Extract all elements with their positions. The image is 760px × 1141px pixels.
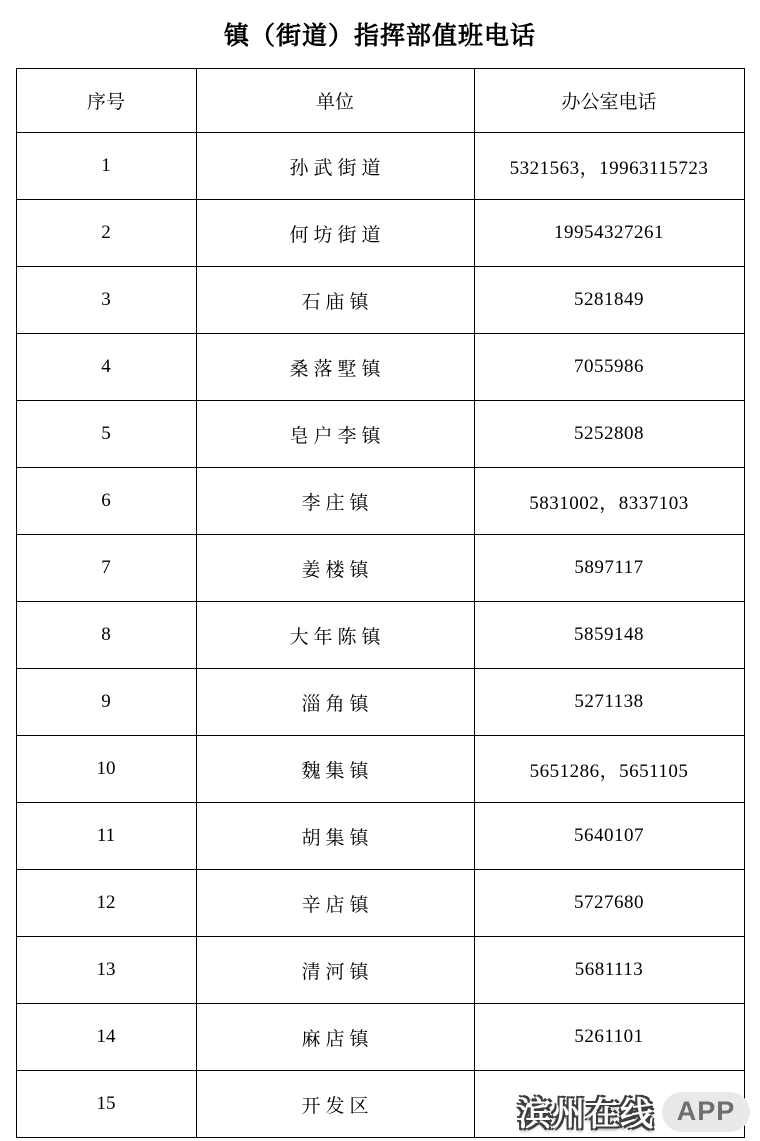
table-row (16, 803, 744, 870)
cell-index: 11 (16, 803, 196, 870)
cell-phone: 5271138 (474, 669, 744, 736)
cell-phone: 5252808 (474, 401, 744, 468)
cell-unit: 皂户李镇 (196, 401, 474, 468)
cell-unit: 辛店镇 (196, 870, 474, 937)
cell-phone: 5727680 (474, 870, 744, 937)
cell-unit: 开发区 (196, 1071, 474, 1138)
column-header-index: 序号 (16, 69, 196, 133)
table-row (16, 267, 744, 334)
cell-phone: 7055986 (474, 334, 744, 401)
table-row (16, 669, 744, 736)
cell-index: 1 (16, 133, 196, 200)
cell-index: 10 (16, 736, 196, 803)
cell-index: 9 (16, 669, 196, 736)
cell-unit: 何坊街道 (196, 200, 474, 267)
cell-unit: 魏集镇 (196, 736, 474, 803)
cell-phone: 5640107 (474, 803, 744, 870)
cell-index: 14 (16, 1004, 196, 1071)
cell-index: 12 (16, 870, 196, 937)
cell-unit: 淄角镇 (196, 669, 474, 736)
cell-index: 3 (16, 267, 196, 334)
cell-index: 6 (16, 468, 196, 535)
cell-index: 7 (16, 535, 196, 602)
watermark (518, 1088, 750, 1135)
cell-index: 5 (16, 401, 196, 468)
cell-index: 4 (16, 334, 196, 401)
cell-phone: 5281849 (474, 267, 744, 334)
cell-index: 13 (16, 937, 196, 1004)
cell-unit: 李庄镇 (196, 468, 474, 535)
duty-phone-table (16, 68, 745, 1138)
watermark-text: 滨州在线 (518, 1095, 654, 1132)
table-row (16, 401, 744, 468)
table-header-row (16, 69, 744, 133)
column-header-phone: 办公室电话 (474, 69, 744, 133)
cell-phone: 19954327261 (474, 200, 744, 267)
cell-phone: 5321563，19963115723 (474, 133, 744, 200)
table-row (16, 602, 744, 669)
table-row (16, 133, 744, 200)
cell-unit: 大年陈镇 (196, 602, 474, 669)
table-row (16, 870, 744, 937)
cell-unit: 麻店镇 (196, 1004, 474, 1071)
table-row (16, 736, 744, 803)
cell-unit: 清河镇 (196, 937, 474, 1004)
table-row (16, 200, 744, 267)
table-header (16, 69, 744, 133)
table-row (16, 1004, 744, 1071)
cell-unit: 姜楼镇 (196, 535, 474, 602)
table-row (16, 937, 744, 1004)
cell-phone: 5831002，8337103 (474, 468, 744, 535)
cell-unit: 桑落墅镇 (196, 334, 474, 401)
cell-unit: 石庙镇 (196, 267, 474, 334)
page-title: 镇（街道）指挥部值班电话 (223, 23, 536, 50)
cell-index: 8 (16, 602, 196, 669)
table-row (16, 535, 744, 602)
cell-phone: 5261101 (474, 1004, 744, 1071)
cell-phone: 5651286，5651105 (474, 736, 744, 803)
cell-phone: 5681113 (474, 937, 744, 1004)
cell-phone: 5897117 (474, 535, 744, 602)
cell-index: 2 (16, 200, 196, 267)
cell-index: 15 (16, 1071, 196, 1138)
cell-phone: 5859148 (474, 602, 744, 669)
watermark-app-badge: APP (662, 1092, 750, 1132)
column-header-unit: 单位 (196, 69, 474, 133)
table-row (16, 468, 744, 535)
cell-unit: 胡集镇 (196, 803, 474, 870)
table-body (16, 133, 744, 1138)
table-row (16, 334, 744, 401)
cell-unit: 孙武街道 (196, 133, 474, 200)
